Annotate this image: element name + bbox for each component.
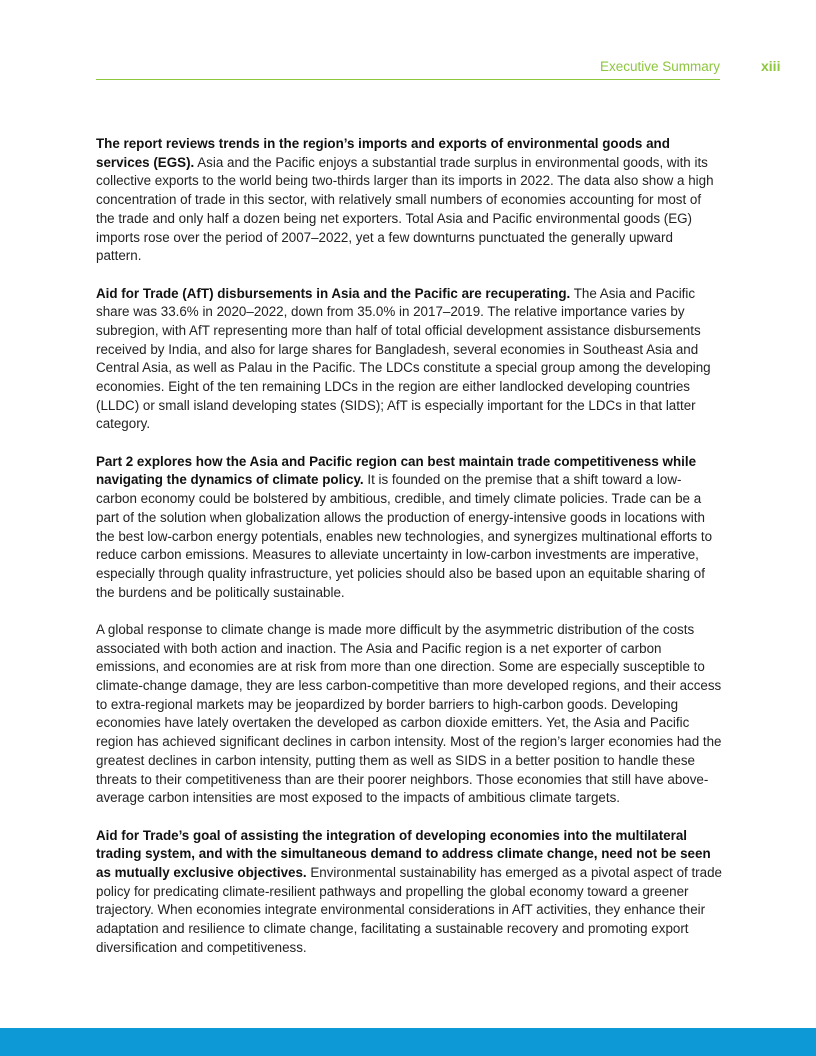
paragraph-lead: Aid for Trade’s goal of assisting the integration of developing economies into the multilateral trading system, and with the simultaneous demand to address climate change, need not be seen as mutually exclusive objectives. (96, 827, 711, 880)
body-text (96, 135, 722, 976)
paragraph-text: The Asia and Pacific share was 33.6% in 2020–2022, down from 35.0% in 2017–2019. The relative importance varies by subregion, with AfT representing more than half of total official development assistance disbursements received by India, and also for large shares for Bangladesh, several economies in Southeast Asia and Central Asia, as well as Palau in the Pacific. The LDCs constitute a special group among the developing economies. Eight of the ten remaining LDCs in the region are either landlocked developing countries (LLDC) or small island developing states (SIDS); AfT is especially important for the LDCs in that latter category. (96, 285, 711, 432)
paragraph-aft-disbursements (96, 285, 722, 435)
paragraph-lead: The report reviews trends in the region’s imports and exports of environmental goods and services (EGS). (96, 136, 670, 170)
paragraph-lead: Aid for Trade (AfT) disbursements in Asia and the Pacific are recuperating. (96, 285, 571, 301)
page-number: xiii (761, 58, 781, 74)
running-header (96, 54, 720, 80)
footer-bar (0, 1028, 816, 1056)
paragraph-aft-goal (96, 827, 722, 958)
paragraph-global-response (96, 621, 722, 808)
paragraph-text: It is founded on the premise that a shift toward a low-carbon economy could be bolstered by ambitious, credible, and timely climate policies. Trade can be a part of the solution when globalization allows the production of energy-intensive goods in locations with the best low-carbon energy potentials, enables new technologies, and synergizes multinational efforts to reduce carbon emissions. Measures to alleviate uncertainty in low-carbon investments are imperative, especially through quality infrastructure, yet policies should also be based upon an equitable sharing of the burdens and be politically sustainable. (96, 472, 713, 600)
section-title: Executive Summary (599, 59, 720, 74)
paragraph-egs-trends (96, 135, 722, 266)
paragraph-text: Environmental sustainability has emerged as a pivotal aspect of trade policy for predicating climate-resilient pathways and propelling the global economy toward a greener trajectory. When economies integrate environmental considerations in AfT activities, they enhance their adaptation and resilience to climate change, facilitating a sustainable recovery and promoting export diversification and competitiveness. (96, 864, 722, 955)
paragraph-text: Asia and the Pacific enjoys a substantial trade surplus in environmental goods, with its collective exports to the world being two-thirds larger than its imports in 2022. The data also show a high concentration of trade in this sector, with relatively small numbers of economies accounting for most of the trade and only half a dozen being net exporters. Total Asia and Pacific environmental goods (EG) imports rose over the period of 2007–2022, yet a few downturns punctuated the generally upward pattern. (96, 154, 714, 264)
paragraph-text: A global response to climate change is made more difficult by the asymmetric distribution of the costs associated with both action and inaction. The Asia and Pacific region is a net exporter of carbon emissions, and economies are at risk from more than one direction. Some are especially susceptible to climate-change damage, they are less carbon-competitive than more developed regions, and their access to extra-regional markets may be jeopardized by border barriers to high-carbon goods. Developing economies have lately overtaken the developed as carbon dioxide emitters. Yet, the Asia and Pacific region has achieved significant declines in carbon intensity. Most of the region’s larger economies had the greatest declines in carbon intensity, putting them as well as SIDS in a better position to handle these threats to their competitiveness than are their poorer neighbors. Those economies that still have above-average carbon intensities are most exposed to the impacts of ambitious climate targets. (96, 621, 722, 806)
header-rule (96, 79, 720, 81)
paragraph-part-2 (96, 453, 722, 603)
paragraph-lead: Part 2 explores how the Asia and Pacific region can best maintain trade competitiveness while navigating the dynamics of climate policy. (96, 453, 697, 488)
